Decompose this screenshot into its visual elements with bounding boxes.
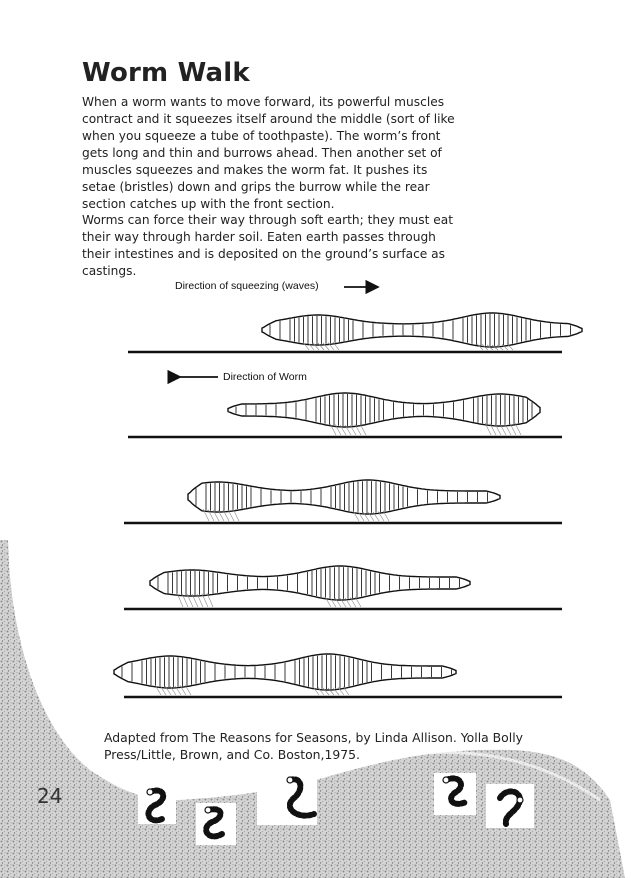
worm-illustration bbox=[188, 480, 500, 521]
squeezing-direction-label: Direction of squeezing (waves) bbox=[175, 280, 319, 292]
worm-illustration bbox=[262, 313, 582, 350]
worm-illustration bbox=[228, 393, 540, 435]
worm-direction-label: Direction of Worm bbox=[223, 371, 307, 383]
page-title: Worm Walk bbox=[82, 58, 250, 88]
worm-illustration bbox=[150, 566, 470, 607]
body-paragraph: When a worm wants to move forward, its powerful muscles contract and it squeezes itself around the middle (sort of like when you squeeze a tube of toothpaste). The worm’s front gets long and thin and burrows ahead. Then another set of muscles squeezes and makes the worm fat. It pushes its setae (bristles) down and grips the burrow while the rear section catches up with the front section. bbox=[82, 95, 455, 211]
body-paragraph: Worms can force their way through soft earth; they must eat their way through harder soil. Eaten earth passes through their intestines and is deposited on the ground’s surface as castings. bbox=[82, 213, 453, 278]
source-caption: Adapted from The Reasons for Seasons, by Linda Allison. Yolla Bolly Press/Little, Brown, and Co. Boston,1975. bbox=[104, 730, 523, 762]
page-number: 24 bbox=[37, 784, 63, 808]
worm-illustration bbox=[114, 654, 456, 695]
